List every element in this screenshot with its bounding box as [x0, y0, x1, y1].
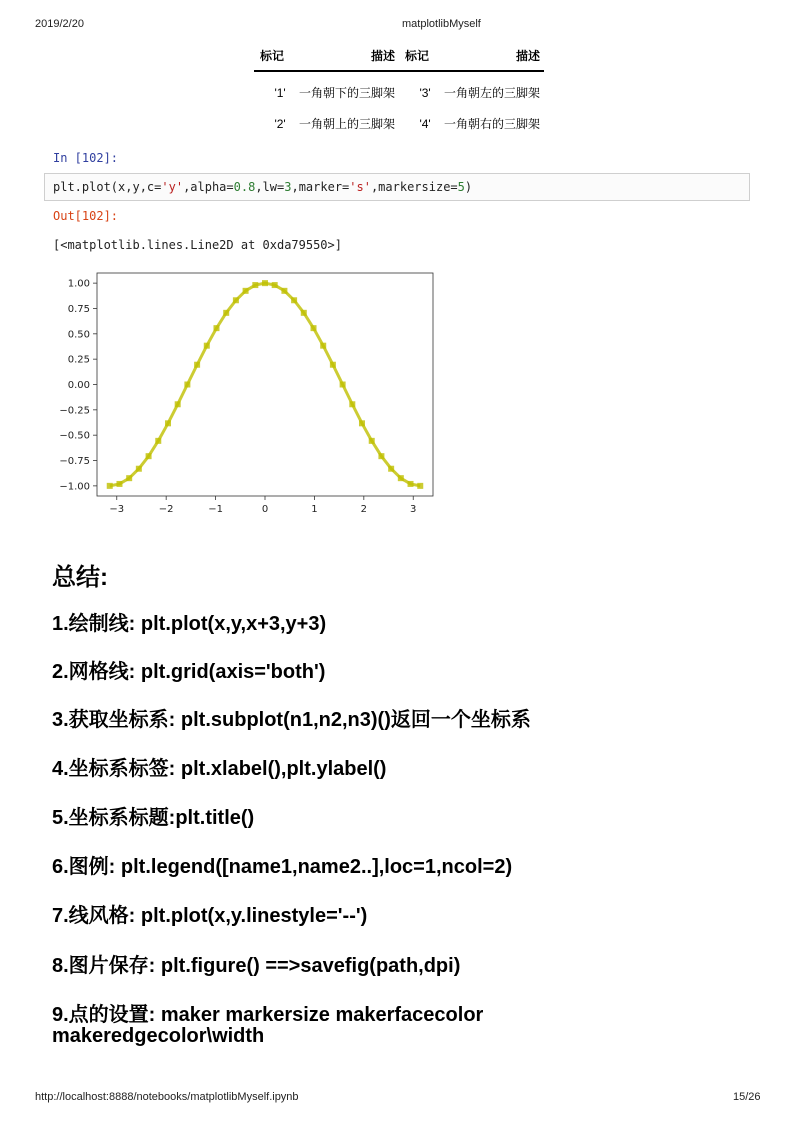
data-point — [243, 288, 249, 294]
data-point — [340, 382, 346, 388]
code-text: ,lw= — [255, 180, 285, 194]
summary-item: 5.坐标系标题:plt.title() — [52, 807, 255, 829]
data-point — [136, 466, 142, 472]
table-cell: 一角朝上的三脚架 — [298, 117, 395, 131]
data-point — [213, 325, 219, 331]
data-point — [272, 282, 278, 288]
table-cell: '2' — [274, 116, 286, 131]
data-point — [116, 481, 122, 487]
print-date: 2019/2/20 — [35, 18, 84, 30]
data-point — [301, 310, 307, 316]
code-text: ,markersize= — [370, 180, 458, 194]
col-header-desc: 描述 — [435, 41, 544, 71]
data-point — [155, 438, 161, 444]
data-point — [204, 343, 210, 349]
print-title: matplotlibMyself — [402, 18, 481, 30]
x-tick-label: 2 — [360, 504, 368, 515]
data-point — [330, 362, 336, 368]
y-tick-label: −0.50 — [59, 430, 90, 442]
y-tick-label: 0.00 — [67, 380, 90, 391]
data-point — [388, 466, 394, 472]
output-text: [<matplotlib.lines.Line2D at 0xda79550>] — [53, 238, 342, 252]
x-tick-label: −3 — [109, 504, 125, 515]
x-tick-label: 0 — [261, 504, 269, 515]
code-cell[interactable] — [44, 173, 750, 201]
plot-area — [97, 273, 433, 496]
marker-table — [254, 41, 544, 139]
input-prompt: In [102]: — [53, 151, 119, 165]
cosine-line-chart — [55, 270, 445, 520]
col-header-mark: 标记 — [254, 41, 290, 71]
code-text: ,marker= — [291, 180, 350, 194]
data-point — [165, 420, 171, 426]
data-point — [175, 401, 181, 407]
summary-item: 1.绘制线: plt.plot(x,y,x+3,y+3) — [52, 613, 327, 635]
x-tick-label: −2 — [158, 504, 174, 515]
y-tick-label: 0.75 — [67, 303, 90, 315]
table-cell: 一角朝右的三脚架 — [443, 117, 540, 131]
data-point — [291, 297, 297, 303]
y-tick-label: 1.00 — [67, 278, 90, 290]
table-row — [254, 108, 544, 139]
summary-item: 9.点的设置: maker markersize makerfacecolor — [52, 1004, 484, 1026]
y-tick-label: −0.25 — [59, 405, 90, 417]
data-point — [184, 382, 190, 388]
col-header-desc: 描述 — [290, 41, 399, 71]
code-string: 'y' — [161, 180, 184, 194]
data-point — [378, 453, 384, 459]
code-number: 0.8 — [233, 180, 256, 194]
data-point — [126, 475, 132, 481]
data-point — [398, 475, 404, 481]
summary-title: 总结: — [52, 564, 108, 591]
summary-item: 3.获取坐标系: plt.subplot(n1,n2,n3)()返回一个坐标系 — [52, 709, 531, 731]
code-text: plt.plot(x,y,c= — [53, 180, 162, 194]
summary-item: 7.线风格: plt.plot(x,y.linestyle='--') — [52, 905, 368, 927]
code-text: ,alpha= — [183, 180, 234, 194]
table-cell: '1' — [274, 85, 286, 100]
data-point — [194, 362, 200, 368]
data-point — [281, 288, 287, 294]
data-point — [311, 325, 317, 331]
code-number: 3 — [284, 180, 292, 194]
col-header-mark: 标记 — [399, 41, 435, 71]
x-tick-label: 3 — [410, 504, 417, 515]
x-tick-label: 1 — [311, 504, 318, 515]
data-point — [349, 401, 355, 407]
data-point — [146, 453, 152, 459]
data-point — [417, 483, 423, 489]
table-row — [254, 71, 544, 108]
footer-url: http://localhost:8888/notebooks/matplotlibMyself.ipynb — [35, 1091, 299, 1103]
data-point — [223, 310, 229, 316]
summary-item: makeredgecolor\width — [52, 1025, 265, 1047]
page-number: 15/26 — [733, 1091, 761, 1103]
code-number: 5 — [457, 180, 465, 194]
summary-item: 4.坐标系标签: plt.xlabel(),plt.ylabel() — [52, 758, 387, 780]
table-cell: 一角朝左的三脚架 — [443, 86, 540, 100]
summary-item: 6.图例: plt.legend([name1,name2..],loc=1,ncol=2) — [52, 856, 513, 878]
summary-item: 2.网格线: plt.grid(axis='both') — [52, 661, 326, 683]
y-tick-label: 0.50 — [67, 329, 90, 341]
data-point — [252, 282, 258, 288]
data-point — [369, 438, 375, 444]
data-point — [408, 481, 414, 487]
y-tick-label: 0.25 — [67, 354, 90, 366]
output-prompt: Out[102]: — [53, 209, 119, 223]
code-text: ) — [464, 180, 473, 194]
data-point — [107, 483, 113, 489]
code-string: 's' — [349, 180, 371, 194]
x-tick-label: −1 — [208, 504, 223, 515]
data-point — [359, 420, 365, 426]
y-tick-label: −1.00 — [59, 481, 90, 493]
table-cell: '4' — [419, 116, 431, 131]
data-point — [320, 343, 326, 349]
table-cell: 一角朝下的三脚架 — [298, 86, 395, 100]
summary-item: 8.图片保存: plt.figure() ==>savefig(path,dpi) — [52, 955, 461, 977]
data-point — [233, 297, 239, 303]
data-point — [262, 280, 268, 286]
table-cell: '3' — [419, 85, 431, 100]
y-tick-label: −0.75 — [59, 456, 90, 468]
